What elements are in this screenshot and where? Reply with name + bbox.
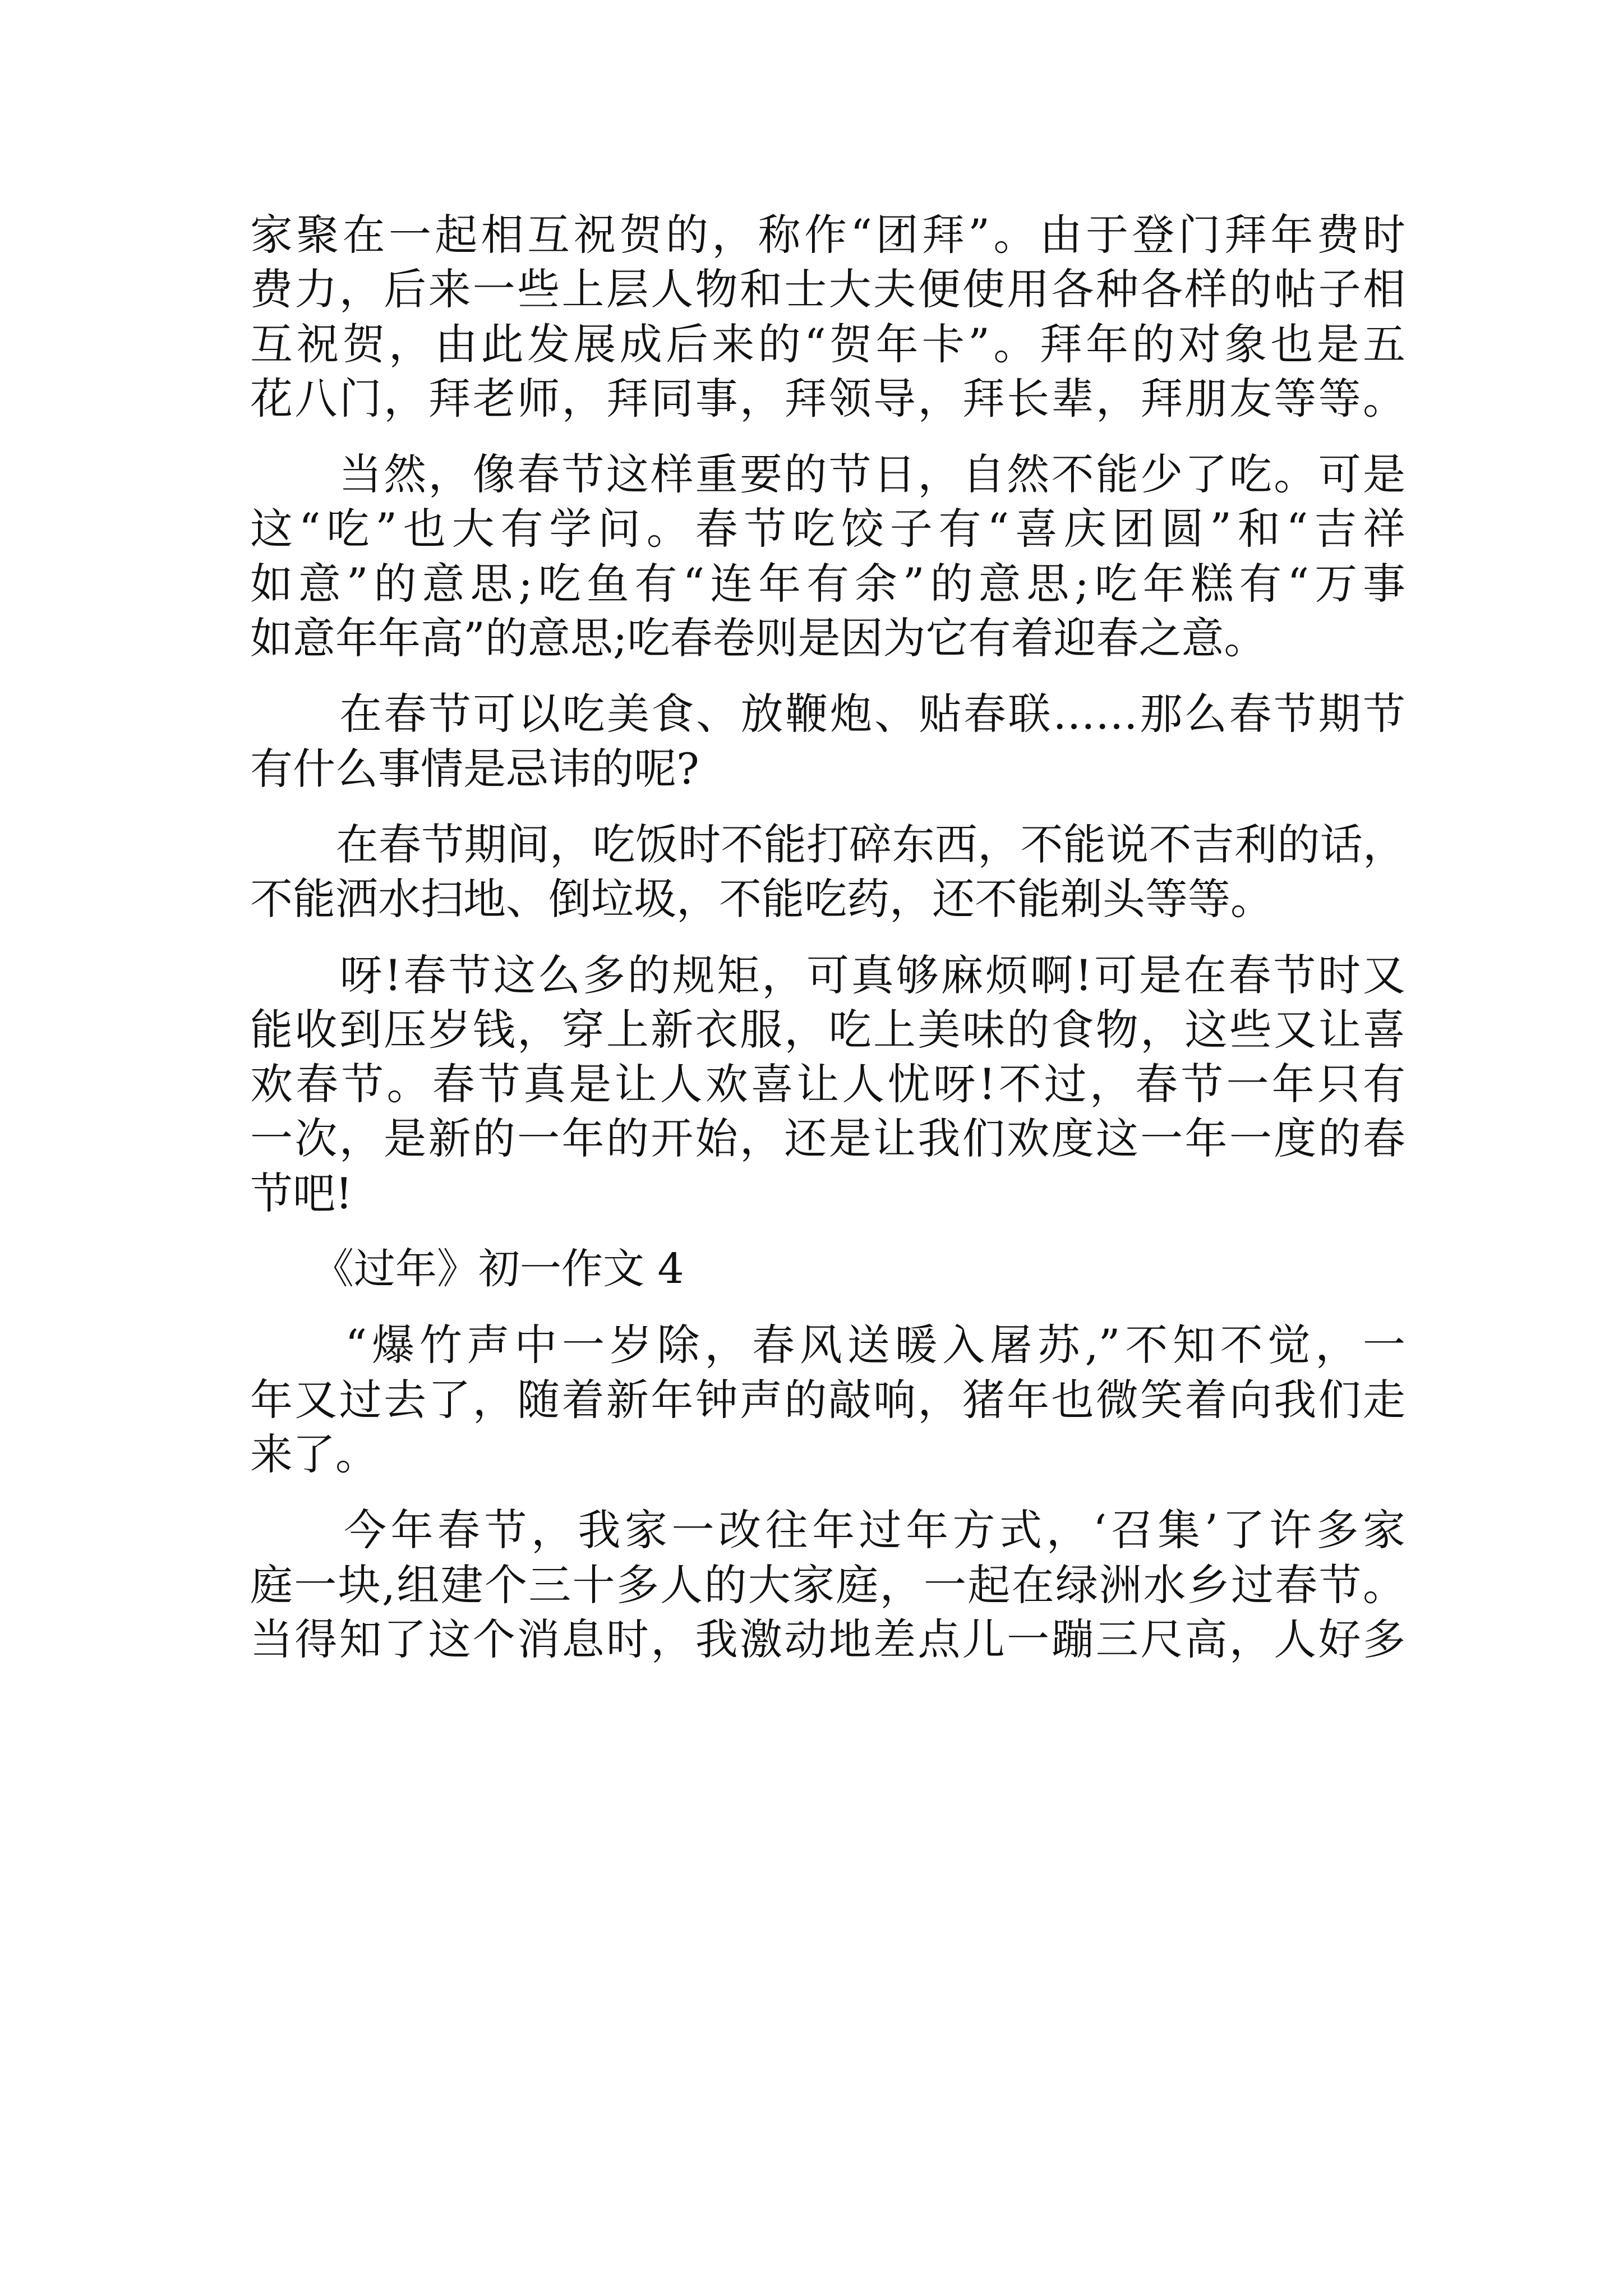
text-line: 能收到压岁钱，穿上新衣服，吃上美味的食物，这些又让喜 [250,1004,1405,1055]
paragraph-greeting-customs [250,208,1405,426]
paragraph-new-year-opening [250,1318,1405,1481]
text-line: 一次，是新的一年的开始，还是让我们欢度这一年一度的春 [250,1114,1405,1164]
text-line: 节吧! [250,1168,353,1218]
paragraph-taboos [250,817,1405,927]
text-line: 家聚在一起相互祝贺的，称作“团拜”。由于登门拜年费时 [250,210,1405,260]
text-line: 花八门，拜老师，拜同事，拜领导，拜长辈，拜朋友等等。 [250,373,1405,424]
text-line: 今年春节，我家一改往年过年方式，‘召集’了许多家 [250,1505,1405,1556]
text-line: 当得知了这个消息时，我激动地差点儿一蹦三尺高，人好多 [250,1614,1405,1664]
text-line: 不能洒水扫地、倒垃圾，不能吃药，还不能剃头等等。 [250,874,1273,924]
text-line: “爆竹声中一岁除，春风送暖入屠苏,”不知不觉，一 [250,1320,1405,1370]
text-line: 当然，像春节这样重要的节日，自然不能少了吃。可是 [250,449,1405,500]
article-body [250,208,1405,1667]
text-line: 呀!春节这么多的规矩，可真够麻烦啊!可是在春节时又 [250,950,1405,1000]
paragraph-taboo-question [250,687,1405,796]
text-line: 在春节可以吃美食、放鞭炮、贴春联……那么春节期节 [250,689,1405,739]
text-line: 这“吃”也大有学问。春节吃饺子有“喜庆团圆”和“吉祥 [250,504,1405,554]
paragraph-festival-food [250,447,1405,665]
text-line: 如意”的意思;吃鱼有“连年有余”的意思;吃年糕有“万事 [250,558,1405,609]
text-line: 互祝贺，由此发展成后来的“贺年卡”。拜年的对象也是五 [250,319,1405,369]
text-line: 在春节期间，吃饭时不能打碎东西，不能说不吉利的话， [250,819,1405,869]
text-line: 费力，后来一些上层人物和士大夫便使用各种各样的帖子相 [250,264,1405,315]
text-line: 年又过去了，随着新年钟声的敲响，猪年也微笑着向我们走 [250,1374,1405,1425]
paragraph-family-gathering [250,1503,1405,1667]
essay-heading [250,1242,1405,1296]
text-line: 欢春节。春节真是让人欢喜让人忧呀!不过，春节一年只有 [250,1059,1405,1110]
essay-title: 《过年》初一作文 4 [250,1245,684,1294]
text-line: 有什么事情是忌讳的呢? [250,743,699,794]
text-line: 来了。 [250,1429,378,1479]
text-line: 庭一块,组建个三十多人的大家庭，一起在绿洲水乡过春节。 [250,1559,1405,1610]
paragraph-conclusion [250,948,1405,1221]
text-line: 如意年年高”的意思;吃春卷则是因为它有着迎春之意。 [250,613,1267,664]
